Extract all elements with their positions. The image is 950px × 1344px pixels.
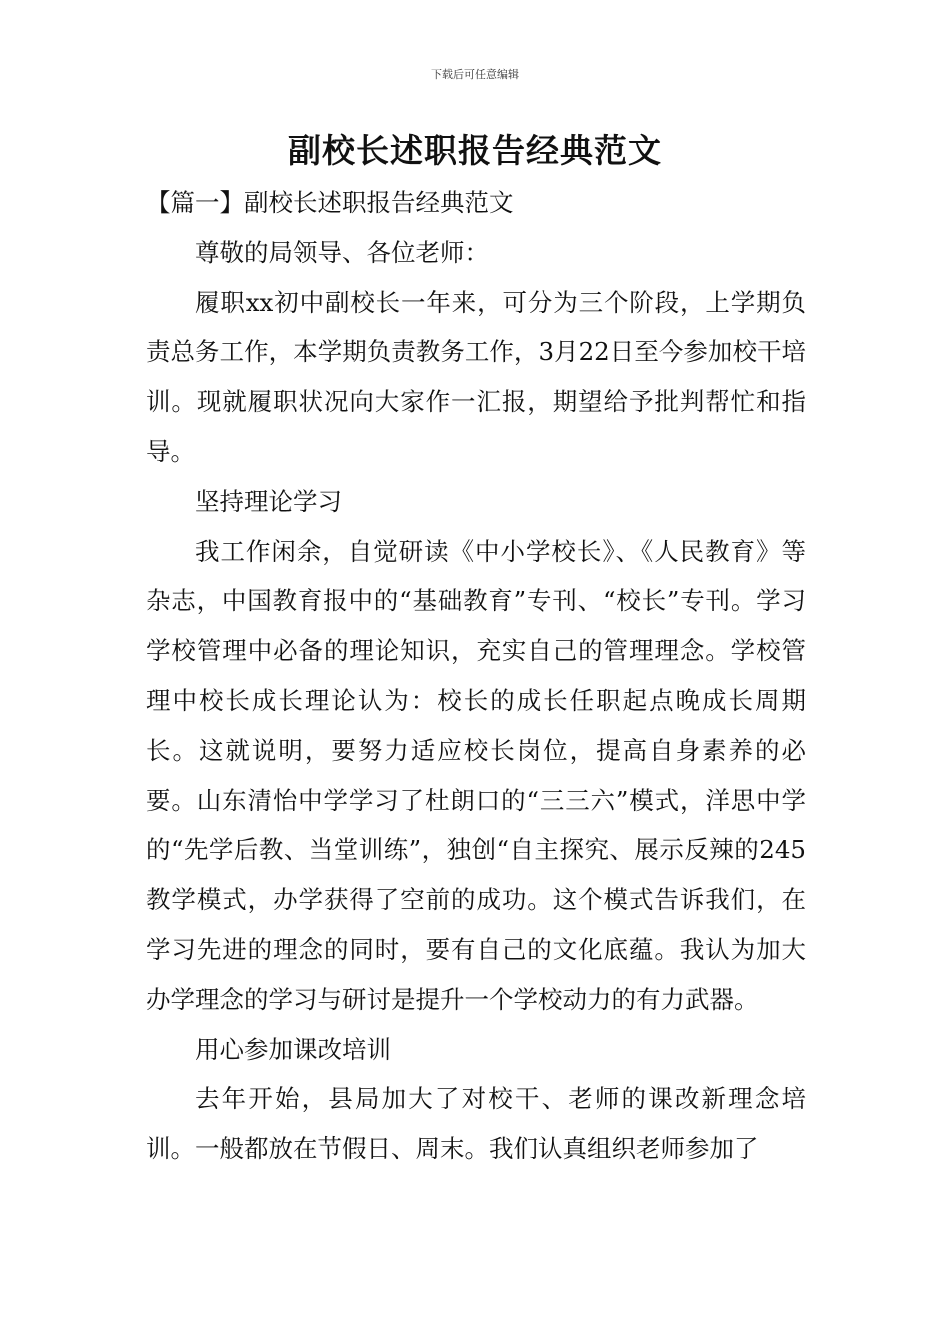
- paragraph-theory: 我工作闲余，自觉研读《中小学校长》、《人民教育》等杂志，中国教育报中的“基础教育”专刊、“校长”专刊。学习学校管理中必备的理论知识，充实自己的管理理念。学校管理中校长成长理论认为：校长的成长任职起点晚成长周期长。这就说明，要努力适应校长岗位，提高自身素养的必要。山东清怡中学学习了杜朗口的“三三六”模式，洋思中学的“先学后教、当堂训练”，独创“自主探究、展示反辣的245教学模式，办学获得了空前的成功。这个模式告诉我们，在学习先进的理念的同时，要有自己的文化底蕴。我认为加大办学理念的学习与研讨是提升一个学校动力的有力武器。: [146, 536, 806, 1014]
- salutation: 尊敬的局领导、各位老师：: [195, 237, 489, 267]
- document-body: [146, 178, 806, 1174]
- subheading-theory: 坚持理论学习: [195, 486, 342, 516]
- paragraph-training: 去年开始，县局加大了对校干、老师的课改新理念培训。一般都放在节假日、周末。我们认真组织老师参加了: [146, 1084, 806, 1164]
- header-note: 下载后可任意编辑: [431, 68, 519, 81]
- subheading-training: 用心参加课改培训: [195, 1034, 391, 1064]
- section-label: 【篇一】副校长述职报告经典范文: [146, 188, 514, 217]
- paragraph-intro: 履职xx初中副校长一年来，可分为三个阶段，上学期负责总务工作，本学期负责教务工作，3月22日至今参加校干培训。现就履职状况向大家作一汇报，期望给予批判帮忙和指导。: [146, 287, 806, 466]
- document-title: 副校长述职报告经典范文: [288, 131, 662, 170]
